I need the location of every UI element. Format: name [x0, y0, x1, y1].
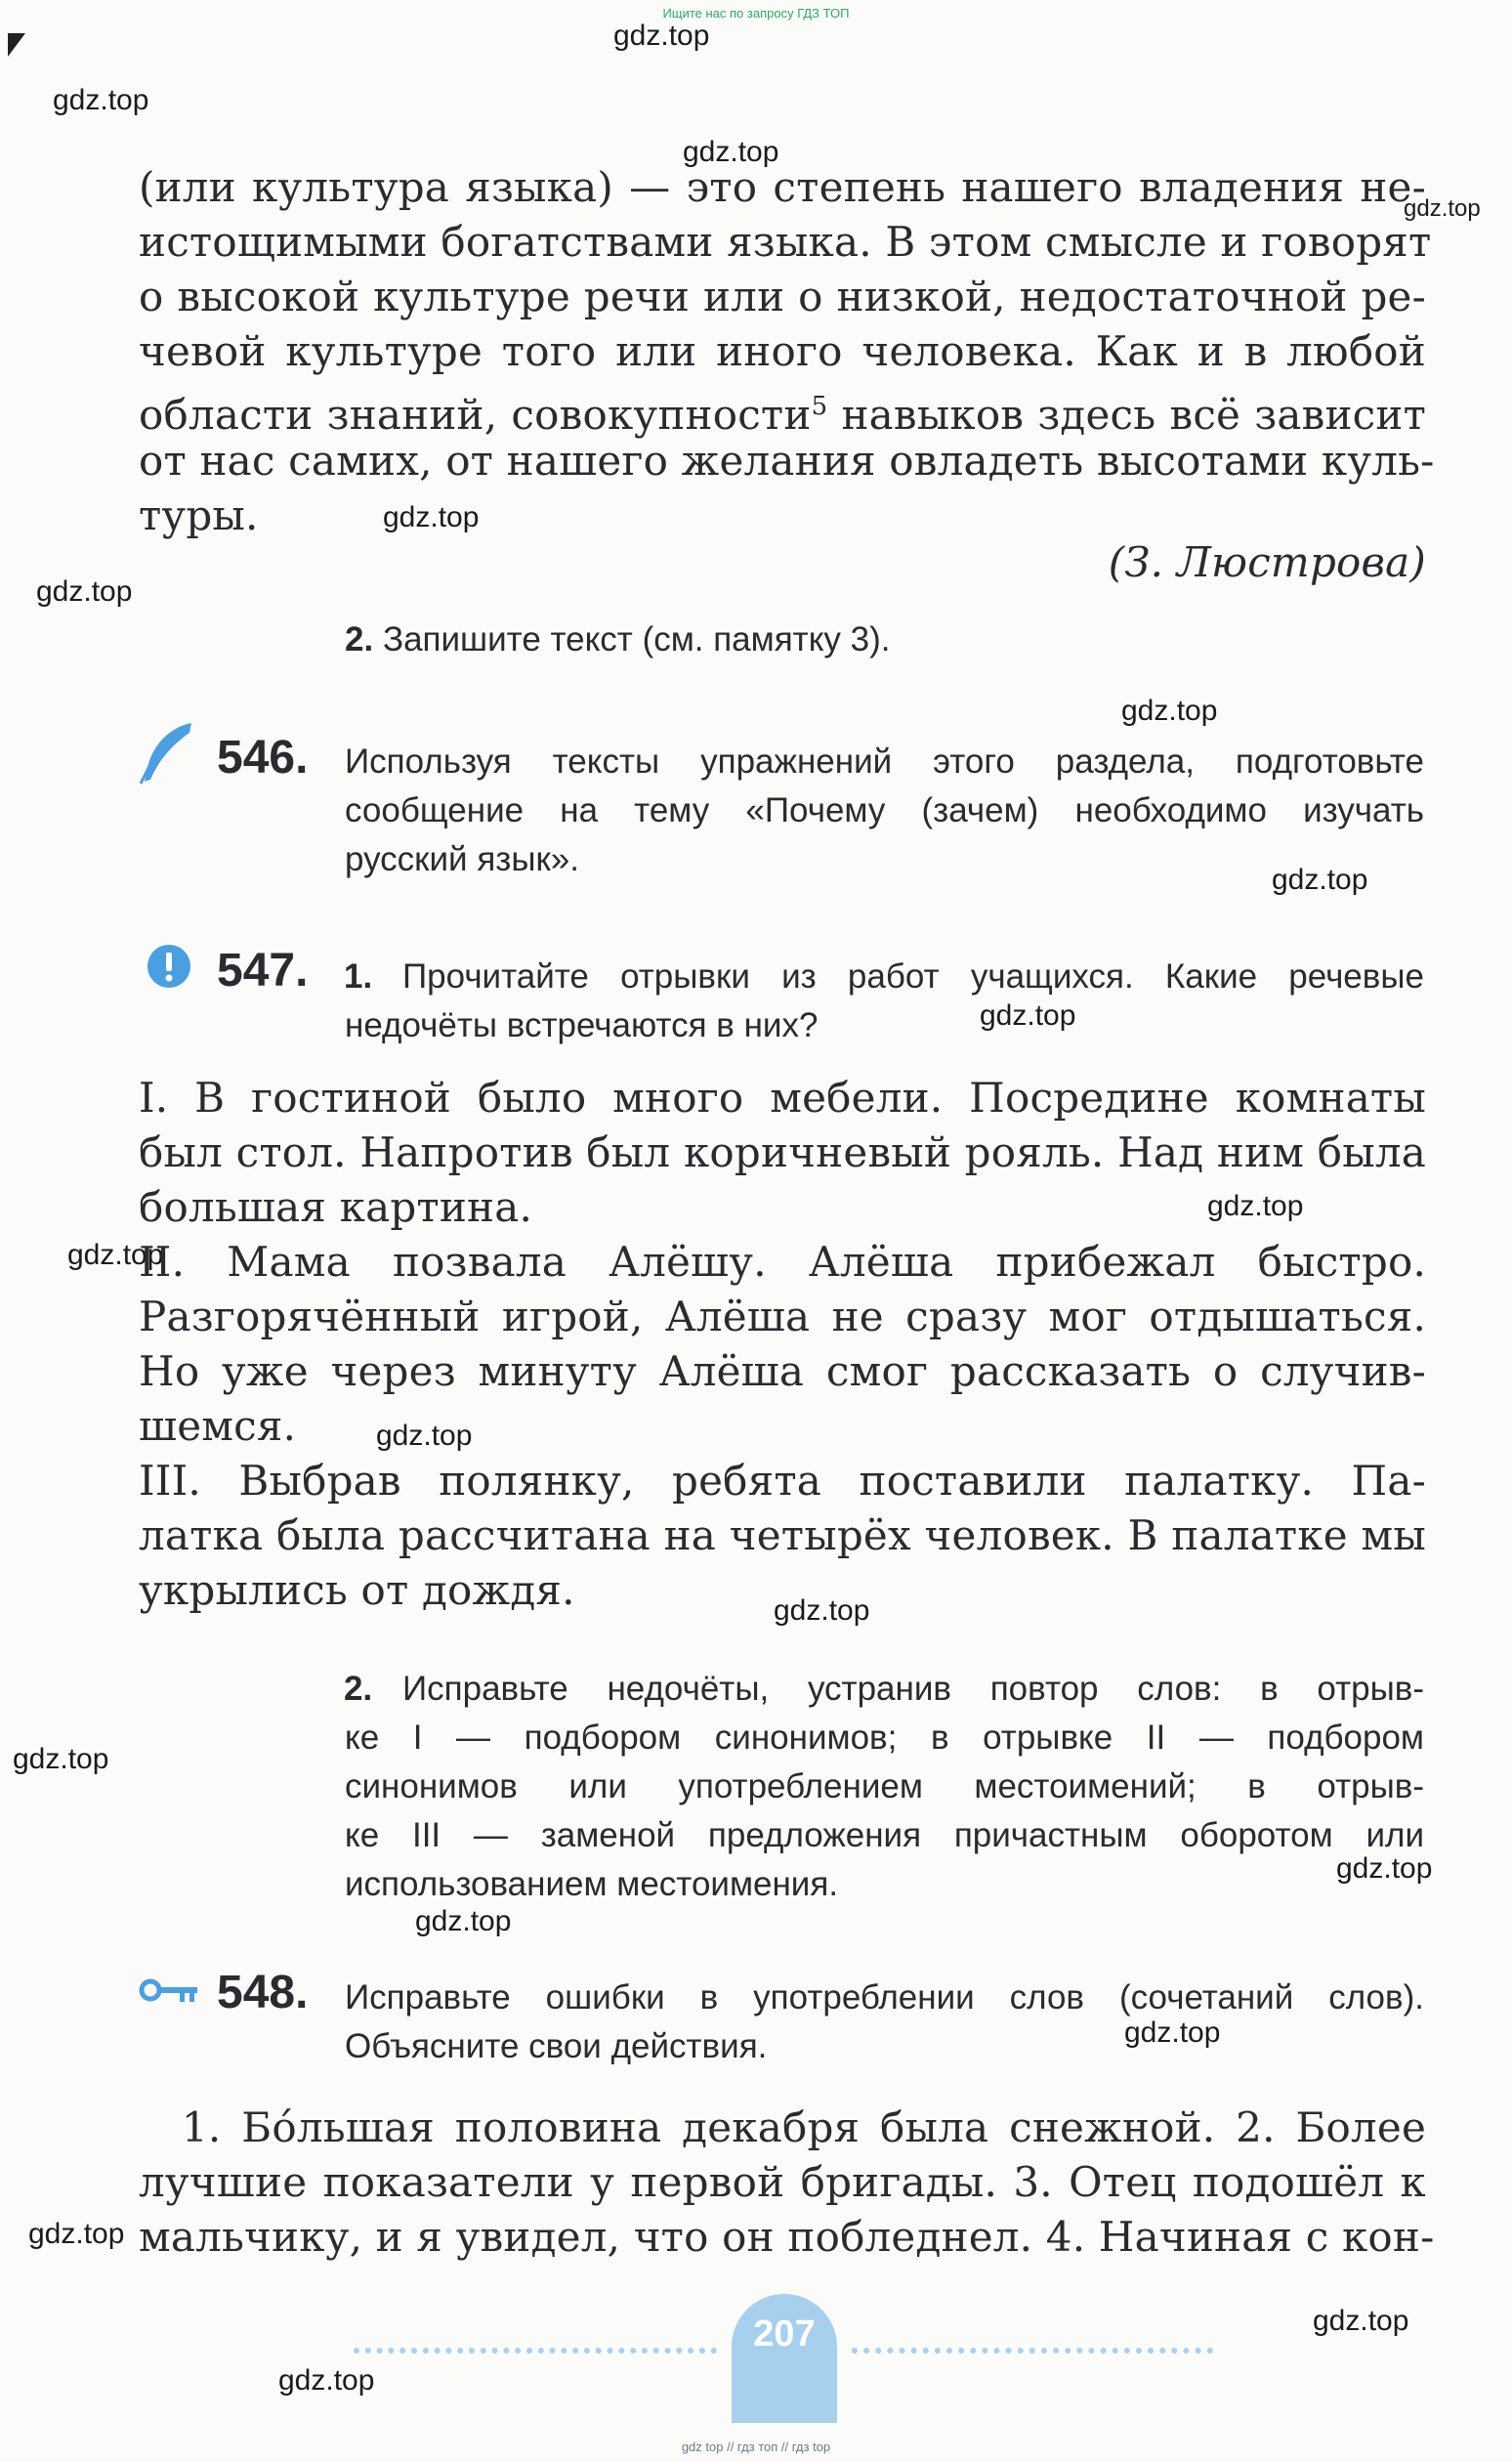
watermark: gdz.top — [1336, 1852, 1433, 1885]
watermark: gdz.top — [774, 1594, 870, 1627]
exercise-548-line: Исправьте ошибки в употреблении слов (сочетаний слов). — [345, 1978, 1424, 2016]
watermark: gdz.top — [376, 1420, 473, 1452]
excerpt-line: II. Мама позвала Алёшу. Алёша прибежал быстро. — [139, 1238, 1426, 1286]
watermark: gdz.top — [980, 999, 1076, 1032]
exercise-547-number: 547. — [217, 945, 309, 997]
watermark: gdz.top — [13, 1743, 109, 1775]
watermark: gdz.top — [1404, 195, 1481, 222]
exercise-546-line: Используя тексты упражнений этого раздела, подготовьте — [345, 743, 1424, 781]
exercise-547-task2-line: ке I — подбором синонимов; в отрывке II — подбором — [345, 1719, 1424, 1757]
watermark: gdz.top — [67, 1239, 164, 1271]
watermark: gdz.top — [613, 20, 710, 52]
watermark: gdz.top — [415, 1905, 512, 1937]
watermark: gdz.top — [53, 84, 149, 116]
excerpt-line: III. Выбрав полянку, ребята поставили палатку. Па- — [139, 1457, 1426, 1505]
excerpt-line: I. В гостиной было много мебели. Посредине комнаты — [139, 1074, 1426, 1122]
exercise-548-line: Объясните свои действия. — [345, 2027, 768, 2065]
exercise-546-number: 546. — [217, 732, 309, 784]
excerpt-line: большая картина. — [139, 1183, 533, 1231]
exercise-548-text-line: мальчику, и я увидел, что он побледнел. 4. Начиная с кон- — [139, 2213, 1435, 2261]
footer-dots-right — [852, 2348, 1213, 2354]
exercise-548-text-line: лучшие показатели у первой бригады. 3. Отец подошёл к — [139, 2158, 1426, 2206]
excerpt-line: латка была рассчитана на четырёх человек. В палатке мы — [139, 1511, 1426, 1559]
intro-line-part: области знаний, совокупности — [139, 391, 812, 439]
watermark: gdz.top — [28, 2218, 125, 2250]
excerpt-line: Разгорячённый игрой, Алёша не сразу мог отдышаться. — [139, 1293, 1426, 1340]
exercise-548-text-line: 1. Бóльшая половина декабря была снежной. 2. Более — [182, 2103, 1426, 2151]
intro-line: туры. — [139, 491, 259, 539]
top-banner: Ищите нас по запросу ГДЗ ТОП — [662, 6, 850, 21]
watermark: gdz.top — [1313, 2305, 1409, 2337]
exercise-547-line: Прочитайте отрывки из работ учащихся. Какие речевые — [402, 957, 1424, 996]
exercise-548-number: 548. — [217, 1967, 309, 2018]
intro-line: от нас самих, от нашего желания овладеть высотами куль- — [139, 437, 1435, 485]
excerpt-line: Но уже через минуту Алёша смог рассказать о случив- — [139, 1347, 1426, 1395]
task-2-text: Запишите текст (см. памятку 3). — [382, 620, 891, 658]
key-icon — [139, 1975, 199, 2005]
intro-line: (или культура языка) — это степень нашего владения не- — [139, 163, 1426, 211]
page-corner-mark — [8, 33, 25, 57]
exercise-547-line: недочёты встречаются в них? — [345, 1006, 819, 1044]
exercise-547-sub1: 1. — [344, 957, 373, 996]
watermark: gdz.top — [1207, 1190, 1304, 1222]
intro-line: истощимыми богатствами языка. В этом смысле и говорят — [139, 218, 1432, 266]
watermark: gdz.top — [1124, 2016, 1221, 2049]
task-2 — [345, 616, 1424, 664]
intro-line-part: навыков здесь всё зависит — [827, 391, 1427, 439]
watermark: gdz.top — [1121, 695, 1218, 727]
exercise-547-task2-line: Исправьте недочёты, устранив повтор слов: в отрыв- — [402, 1670, 1424, 1708]
exercise-547-sub2: 2. — [344, 1670, 373, 1708]
watermark: gdz.top — [383, 501, 480, 533]
footer-dots-left — [354, 2348, 717, 2354]
page-number: 207 — [753, 2313, 816, 2355]
intro-author: (З. Люстрова) — [1108, 538, 1426, 586]
bottom-banner: gdz top // гдз топ // гдз top — [681, 2440, 831, 2454]
exercise-547-task2-line: синонимов или употреблением местоимений; в отрыв- — [345, 1767, 1424, 1805]
footnote-marker: 5 — [811, 392, 828, 421]
task-2-number: 2. — [345, 620, 374, 658]
watermark: gdz.top — [1272, 864, 1368, 896]
watermark: gdz.top — [278, 2364, 375, 2397]
excerpt-line: шемся. — [139, 1402, 297, 1450]
intro-line: о высокой культуре речи или о низкой, недостаточной ре- — [139, 273, 1426, 320]
watermark: gdz.top — [36, 575, 133, 608]
excerpt-line: был стол. Напротив был коричневый рояль. Над ним была — [139, 1128, 1426, 1176]
feather-pen-icon — [137, 721, 195, 785]
excerpt-line: укрылись от дождя. — [139, 1566, 575, 1614]
exercise-547-task2-line: использованием местоимения. — [345, 1865, 839, 1903]
intro-line: чевой культуре того или иного человека. Как и в любой — [139, 327, 1426, 375]
exercise-546-line: сообщение на тему «Почему (зачем) необходимо изучать — [345, 791, 1424, 829]
exercise-546-line: русский язык». — [345, 840, 579, 878]
watermark: gdz.top — [683, 136, 779, 168]
exercise-547-task2-line: ке III — заменой предложения причастным оборотом или — [345, 1816, 1424, 1854]
exclamation-circle-icon — [147, 944, 191, 989]
